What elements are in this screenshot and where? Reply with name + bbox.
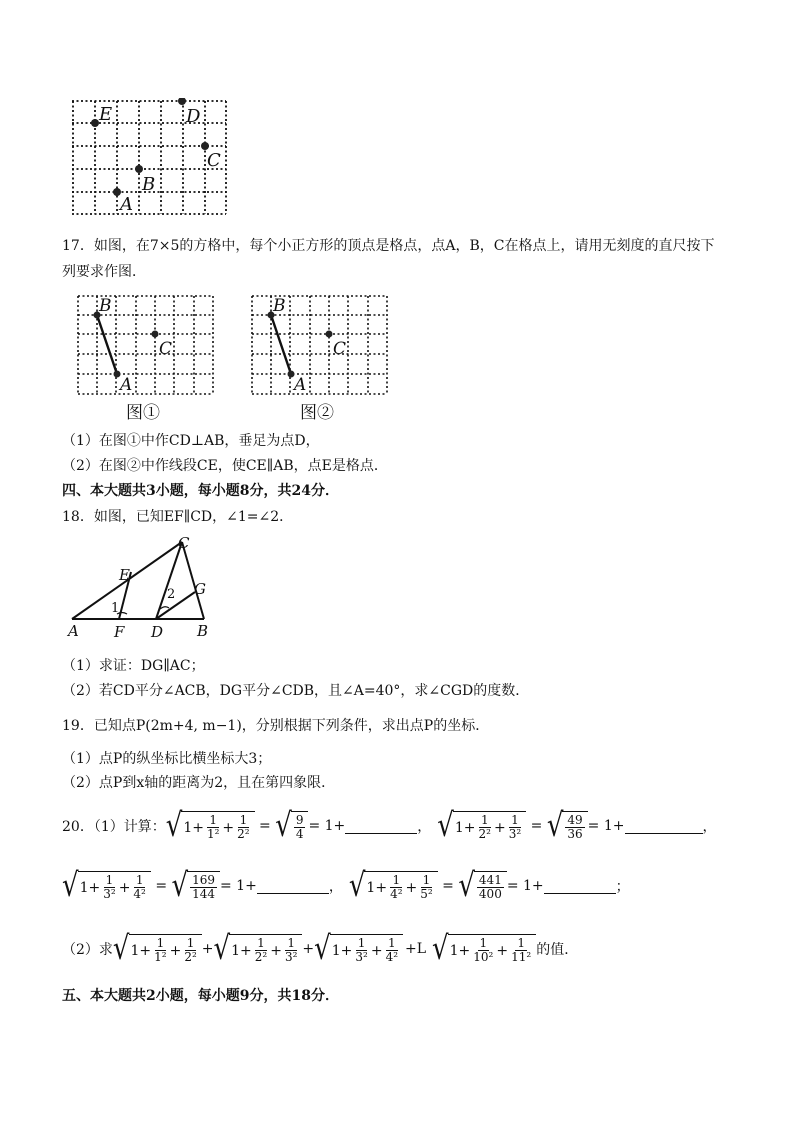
q20-row2: √ 1 + $\frac{1}{\text{3²}}$ + $\frac{1}{\text{4²}}$ = √ $\frac{169}{144}$ = 1+ ， √ 1 + $\frac{1}{\text{4²}}$ + $\frac{1}{\text{5²}}$ = √ $\frac{441}{400}$ = 1+ ；: [62, 867, 630, 905]
segment-AB: [97, 315, 117, 374]
answer-blank-4[interactable]: [544, 879, 616, 894]
point-B: [135, 165, 143, 173]
top-grid-figure: [70, 98, 230, 218]
q17-intro-line2: 列要求作图．: [62, 264, 146, 280]
label-D: D: [151, 623, 164, 641]
fig2-label-C: C: [333, 339, 347, 359]
label-F: F: [114, 623, 125, 641]
point-D: [178, 98, 186, 105]
q20-row1: 20．（1）计算： √ 1 + $\frac{1}{\text{1²}}$ + $\frac{1}{\text{2²}}$ = √ $\frac{9}{4}$ = 1+ ， √ 1 + $\frac{1}{\text{2²}}$ + $\frac{1}{\text{3²}}$ = √ $\frac{49}{36}$ = 1+ ，: [62, 807, 717, 845]
answer-blank-2[interactable]: [625, 819, 703, 834]
answer-blank-1[interactable]: [345, 819, 417, 834]
q17-figure-1: [76, 294, 216, 422]
label-C: C: [178, 534, 190, 552]
section-5-heading: 五、本大题共2小题，每小题9分，共18分．: [62, 988, 339, 1004]
q19-intro: 19．已知点P(2m+4, m−1)，分别根据下列条件，求出点P的坐标．: [62, 718, 490, 734]
label-A: A: [120, 194, 133, 215]
fig1-label-C: C: [159, 339, 173, 359]
q17-figure-2: [250, 294, 390, 422]
label-E: E: [119, 566, 130, 584]
q19-part2: （2）点P到x轴的距离为2，且在第四象限．: [62, 775, 336, 791]
fig1-label-B: B: [99, 296, 112, 316]
fig1-label-A: A: [120, 375, 133, 395]
q17-intro-line1: 17．如图，在7×5的方格中，每个小正方形的顶点是格点，点A，B，C在格点上，请用无刻度的直尺按下: [62, 238, 715, 254]
label-B: B: [142, 174, 156, 195]
section-4-heading: 四、本大题共3小题，每小题8分，共24分．: [62, 483, 339, 499]
angle-label-1: 1: [111, 601, 120, 616]
point-E: [91, 119, 99, 127]
label-D: D: [186, 106, 201, 127]
label-A: A: [68, 622, 79, 640]
label-C: C: [207, 150, 221, 171]
segment-AB: [271, 315, 291, 374]
label-E: E: [99, 104, 113, 125]
q18-intro: 18．如图，已知EF∥CD，∠1=∠2．: [62, 509, 294, 525]
q18-part2: （2）若CD平分∠ACB，DG平分∠CDB，且∠A=40°，求∠CGD的度数．: [62, 683, 530, 699]
fig2-label-B: B: [273, 296, 286, 316]
angle-label-2: 2: [167, 587, 176, 602]
point-C: [201, 142, 209, 150]
q19-part1: （1）点P的纵坐标比横坐标大3；: [62, 751, 272, 767]
q20-label: 20．（1）计算：: [62, 819, 166, 835]
fig2-caption: 图②: [300, 403, 334, 422]
fig1-caption: 图①: [126, 403, 160, 422]
q17-part1: （1）在图①中作CD⊥AB，垂足为点D，: [62, 433, 320, 449]
label-B: B: [197, 622, 209, 640]
radical-expr: √ 1 + $\frac{1}{\text{1²}}$ + $\frac{1}{\text{2²}}$: [166, 811, 255, 841]
q17-part2: （2）在图②中作线段CE，使CE∥AB，点E是格点．: [62, 458, 388, 474]
answer-blank-3[interactable]: [257, 879, 329, 894]
q18-figure: [64, 534, 224, 642]
fig2-label-A: A: [294, 375, 307, 395]
label-G: G: [194, 580, 206, 598]
q20-part2: （2）求 √ 1 + $\frac{1}{\text{1²}}$ + $\frac{1}{\text{2²}}$ + √ 1 + $\frac{1}{\text{2²}}$ + $\frac{1}{\text{3²}}$ + √ 1 + $\frac{1}{\text{3²}}$ + $\frac{1}{\text{4²}}$ +L √ 1 + $\frac{1}{\text{10²}}$ + $\frac{1}{\text{11²}}$ 的值．: [62, 930, 579, 968]
q18-part1: （1）求证：DG∥AC；: [62, 658, 205, 674]
